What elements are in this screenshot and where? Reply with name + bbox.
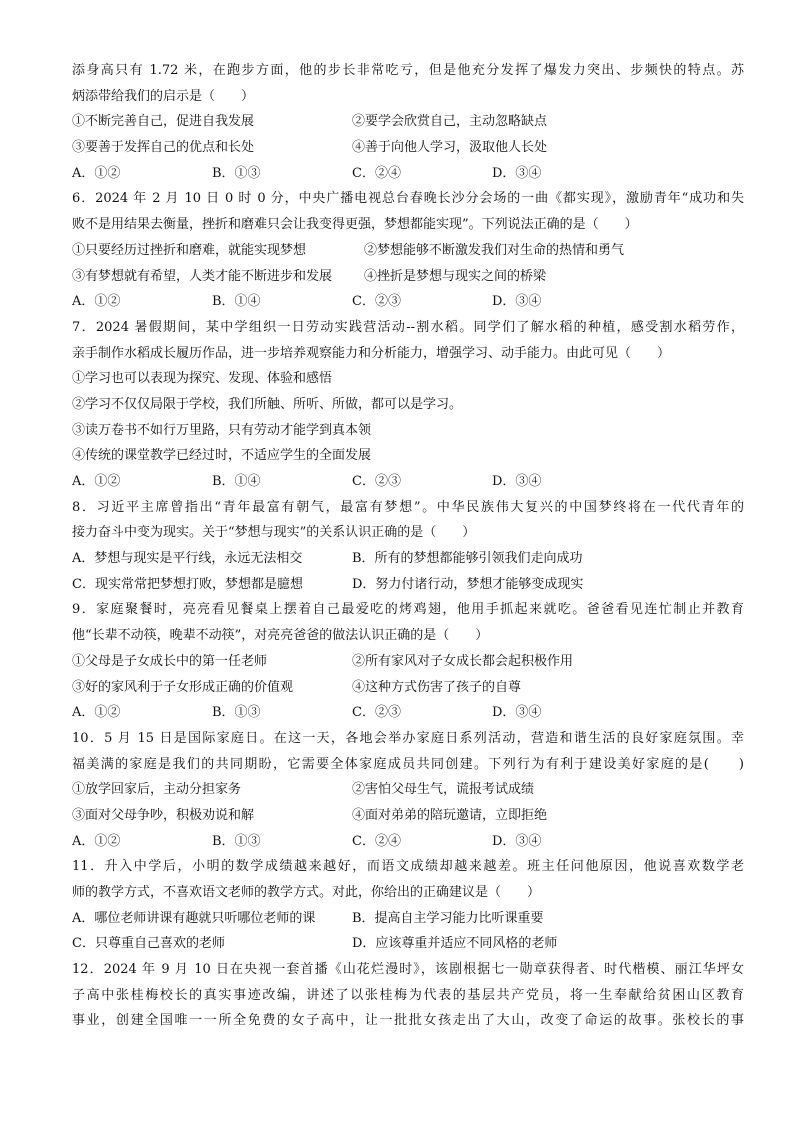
question-text-line: 炳添带给我们的启示是（ ）: [72, 88, 255, 104]
option-b: B．①③: [212, 165, 261, 181]
choice-row: [72, 546, 744, 572]
statement-row: [72, 649, 744, 675]
option-a: A．①②: [72, 474, 121, 489]
question-11-line: 11．升入中学后，小明的数学成绩越来越好，而语文成绩却越来越差。班主任问他原因，他说喜欢数学老: [72, 859, 744, 875]
option-c: C．②④: [352, 165, 401, 181]
statement: ③有梦想就有希望，人类才能不断进步和发展: [72, 268, 333, 284]
option-c: C．现实常常把梦想打败，梦想都是臆想: [72, 576, 303, 592]
question-8-line: 接力奋斗中变为现实。关于“梦想与现实”的关系认识正确的是（ ）: [72, 525, 476, 541]
option-d: D．努力付诸行动，梦想才能够变成现实: [352, 576, 584, 592]
option-row: [72, 829, 744, 855]
option-c: C．②③: [352, 705, 401, 721]
option-a: A．①②: [72, 833, 121, 849]
statement-row: [72, 803, 744, 829]
question-6-line: 败不是用结果去衡量，挫折和磨难只会让我变得更强，梦想都能实现”。下列说法正确的是（ ）: [72, 217, 638, 233]
option-b: B．提高自主学习能力比听课重要: [352, 910, 544, 926]
option-b: B．①④: [212, 474, 261, 489]
choice-row: [72, 906, 744, 932]
statement-row: [72, 109, 744, 135]
option-b: B．①③: [212, 833, 261, 849]
statement: ①不断完善自己，促进自我发展: [72, 114, 255, 130]
question-12-line: 事业，创建全国唯一一所全免费的女子高中，让一批批女孩走出了大山，改变了命运的故事。张校长的事: [72, 1013, 744, 1029]
option-d: D．③④: [492, 294, 542, 310]
question-12-line: 子高中张桂梅校长的真实事迹改编，讲述了以张桂梅为代表的基层共产党员，将一生奉献给贫困山区教育: [72, 987, 744, 1003]
statement: ④这种方式伤害了孩子的自尊: [352, 679, 522, 695]
statement: ②害怕父母生气，谎报考试成绩: [352, 782, 535, 798]
statement: ④面对弟弟的陪玩邀请，立即拒绝: [352, 807, 548, 823]
statement-row: [72, 777, 744, 803]
option-d: D．③④: [492, 474, 542, 489]
statement: ①只要经历过挫折和磨难，就能实现梦想: [72, 242, 307, 258]
option-c: C．②③: [352, 294, 401, 310]
statement-row: [72, 264, 744, 290]
question-10-line: 福美满的家庭是我们的共同期盼，它需要全体家庭成员共同创建。下列行为有利于建设美好家庭的是( ): [72, 756, 744, 772]
option-row: [72, 161, 744, 187]
question-11-line: 师的教学方式，不喜欢语文老师的教学方式。对此，你给出的正确建议是（ ）: [72, 885, 541, 900]
option-c: C．②④: [352, 833, 401, 849]
statement: ③要善于发挥自己的优点和长处: [72, 140, 255, 156]
statement-row: [72, 238, 744, 264]
statement: ④挫折是梦想与现实之间的桥梁: [364, 268, 547, 284]
statement: ③读万卷书不如行万里路，只有劳动才能学到真本领: [72, 422, 372, 438]
option-d: D．③④: [492, 705, 542, 721]
choice-row: [72, 931, 744, 957]
option-a: A．哪位老师讲课有趣就只听哪位老师的课: [72, 910, 316, 926]
statement: ①放学回家后，主动分担家务: [72, 782, 242, 798]
statement: ②要学会欣赏自己，主动忽略缺点: [352, 114, 548, 130]
statement-row: [72, 135, 744, 161]
option-a: A．梦想与现实是平行线，永远无法相交: [72, 551, 303, 567]
question-6-line: 6．2024 年 2 月 10 日 0 时 0 分，中央广播电视总台春晚长沙分会场的一曲《都实现》，激励青年“成功和失: [72, 191, 744, 207]
statement: ②所有家风对子女成长都会起积极作用: [352, 653, 574, 669]
option-row: [72, 289, 744, 315]
option-b: B．①④: [212, 294, 261, 310]
statement: ④善于向他人学习，汲取他人长处: [352, 140, 548, 156]
statement: ②梦想能够不断激发我们对生命的热情和勇气: [364, 242, 625, 258]
statement: ③好的家风利于子女形成正确的价值观: [72, 679, 294, 695]
option-row: [72, 469, 744, 495]
question-8-line: 8．习近平主席曾指出“青年最富有朝气，最富有梦想”。中华民族伟大复兴的中国梦终将在一代代青年的: [72, 499, 744, 515]
statement-row: [72, 675, 744, 701]
choice-row: [72, 572, 744, 598]
question-10-line: 10．5 月 15 日是国际家庭日。在这一天，各地会举办家庭日系列活动，营造和谐生活的良好家庭氛围。幸: [72, 730, 744, 746]
statement: ③面对父母争吵，积极劝说和解: [72, 807, 255, 823]
option-c: C．②③: [352, 474, 401, 489]
option-d: D．③④: [492, 833, 542, 849]
question-7-line: 亲手制作水稻成长履历作品，进一步培养观察能力和分析能力，增强学习、动手能力。由此可见（ ）: [72, 345, 671, 361]
question-9-line: 他“长辈不动筷，晚辈不动筷”，对亮亮爸爸的做法认识正确的是（ ）: [72, 628, 489, 644]
statement: ①父母是子女成长中的第一任老师: [72, 653, 268, 669]
option-b: B．①③: [212, 705, 261, 721]
option-a: A．①②: [72, 705, 121, 721]
question-text-line: 添身高只有 1.72 米，在跑步方面，他的步长非常吃亏，但是他充分发挥了爆发力突出、步频快的特点。苏: [72, 63, 744, 78]
question-7-line: 7．2024 暑假期间，某中学组织一日劳动实践营活动--割水稻。同学们了解水稻的种植，感受割水稻劳作，: [72, 319, 744, 335]
option-b: B．所有的梦想都能够引领我们走向成功: [352, 551, 583, 567]
statement: ④传统的课堂教学已经过时，不适应学生的全面发展: [72, 448, 372, 464]
option-c: C．只尊重自己喜欢的老师: [72, 936, 225, 952]
option-d: D．③④: [492, 165, 542, 181]
question-12-line: 12．2024 年 9 月 10 日在央视一套首播《山花烂漫时》，该剧根据七一勋章获得者、时代楷模、丽江华坪女: [72, 962, 744, 978]
option-d: D．应该尊重并适应不同风格的老师: [352, 936, 558, 952]
question-9-line: 9．家庭聚餐时，亮亮看见餐桌上摆着自己最爱吃的烤鸡翅，他用手抓起来就吃。爸爸看见连忙制止并教育: [72, 602, 744, 618]
statement: ①学习也可以表现为探究、发现、体验和感悟: [72, 371, 333, 387]
option-row: [72, 700, 744, 726]
option-a: A．①②: [72, 165, 121, 181]
statement: ②学习不仅仅局限于学校，我们所触、所听、所做，都可以是学习。: [72, 396, 463, 412]
option-a: A．①②: [72, 294, 121, 310]
